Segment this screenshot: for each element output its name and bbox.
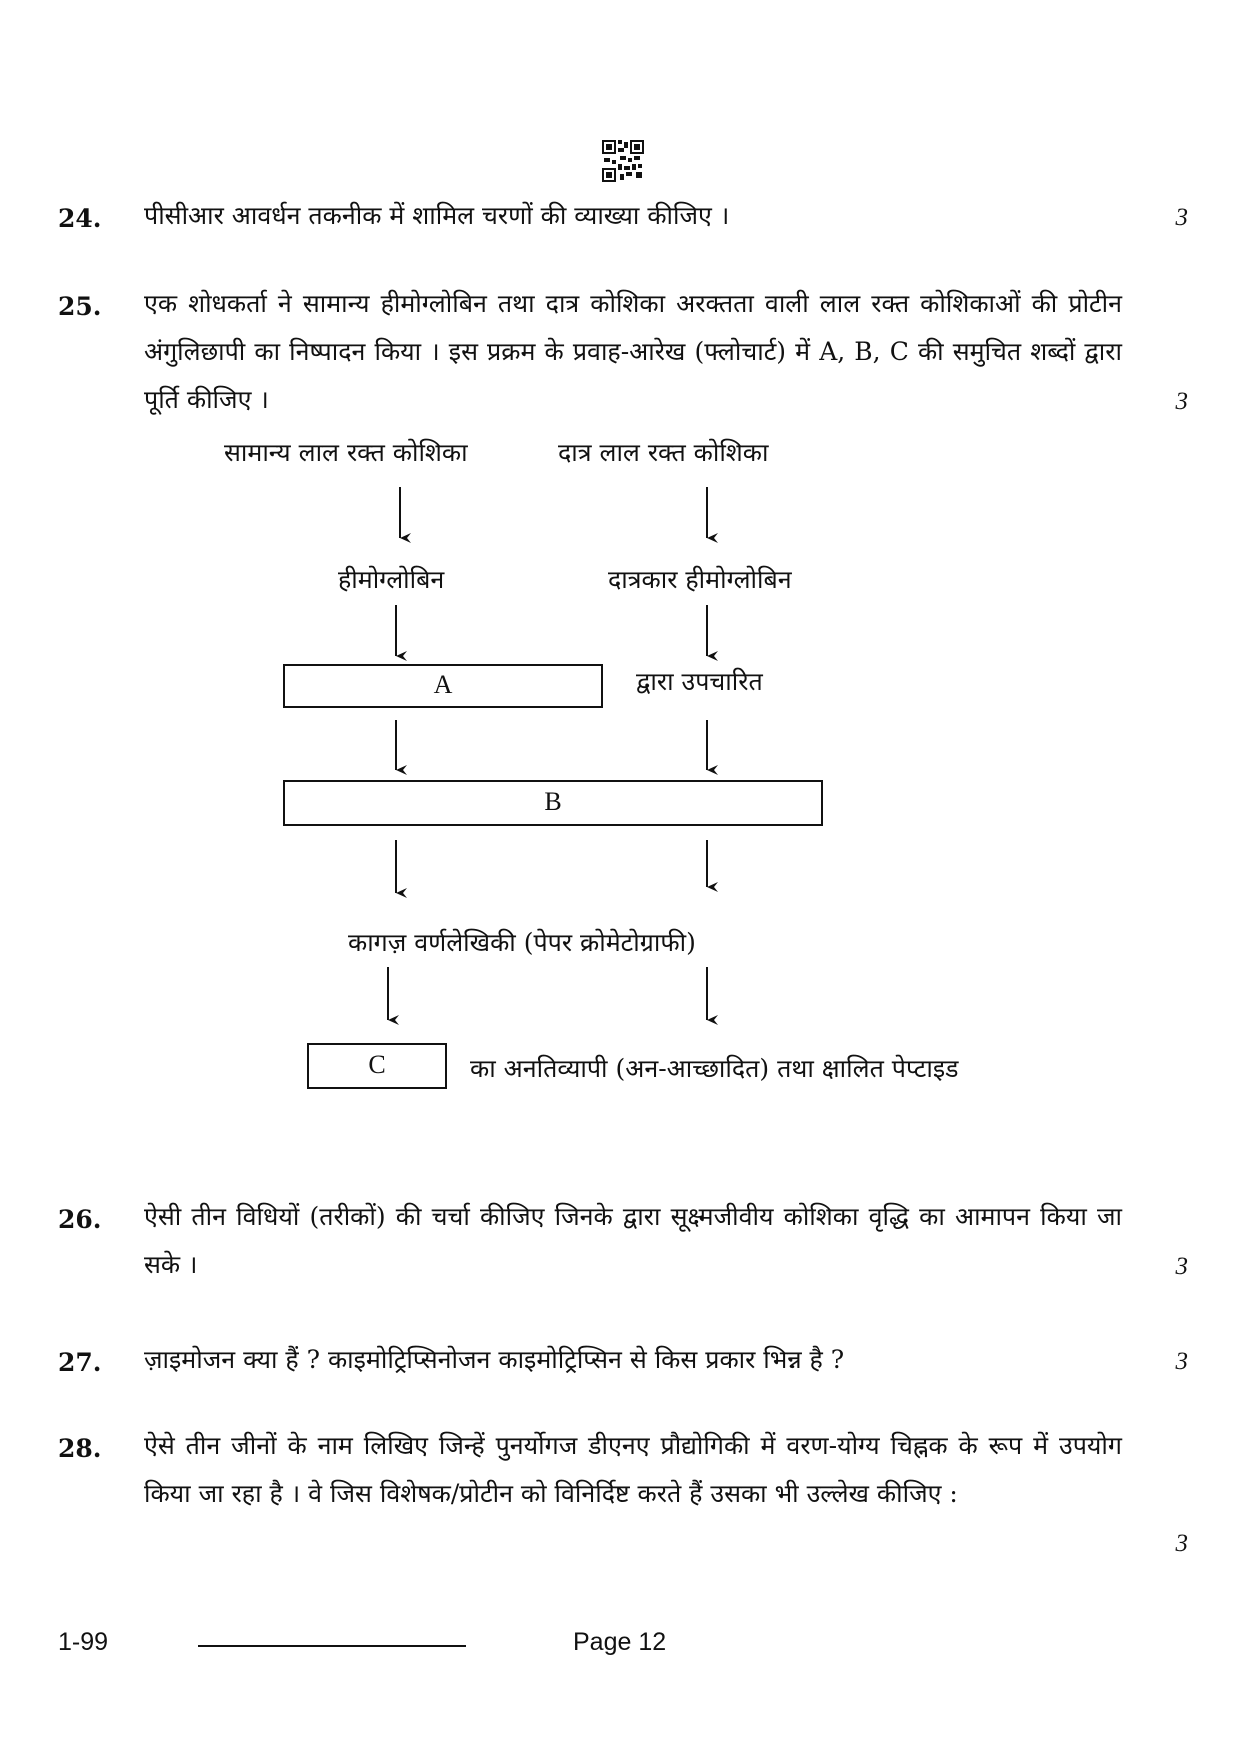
question-number: 25.	[58, 292, 102, 321]
label-sickle-rbc: दात्र लाल रक्त कोशिका	[558, 438, 769, 467]
label-paper-chromatography: कागज़ वर्णलेखिकी (पेपर क्रोमेटोग्राफी)	[348, 928, 696, 957]
question-text: ज़ाइमोजन क्या हैं ? काइमोट्रिप्सिनोजन काइमोट्रिप्सिन से किस प्रकार भिन्न है ?	[144, 1345, 845, 1374]
question-number: 28.	[58, 1434, 102, 1463]
question-marks: 3	[1175, 204, 1188, 231]
box-b: B	[283, 780, 823, 826]
page-number: Page 12	[573, 1628, 667, 1656]
question-text: ऐसी तीन विधियों (तरीकों) की चर्चा कीजिए जिनके द्वारा सूक्ष्मजीवीय कोशिका वृद्धि का आमापन किया जा सके ।	[144, 1202, 1122, 1279]
box-c: C	[307, 1043, 447, 1089]
question-number: 24.	[58, 204, 102, 233]
question-marks: 3	[1175, 388, 1188, 415]
box-a: A	[283, 664, 603, 708]
question-text: पीसीआर आवर्धन तकनीक में शामिल चरणों की व्याख्या कीजिए ।	[144, 201, 730, 230]
question-marks: 3	[1175, 1348, 1188, 1375]
question-number: 27.	[58, 1348, 102, 1377]
question-marks: 3	[1175, 1253, 1188, 1280]
question-number: 26.	[58, 1205, 102, 1234]
question-text: एक शोधकर्ता ने सामान्य हीमोग्लोबिन तथा दात्र कोशिका अरक्तता वाली लाल रक्त कोशिकाओं की प्रोटीन अंगुलिछापी का निष्पादन किया । इस प्रक्रम के प्रवाह-आरेख (फ्लोचार्ट) में A, B, C की समुचित शब्दों द्वारा पूर्ति कीजिए ।	[144, 289, 1122, 414]
label-hemoglobin: हीमोग्लोबिन	[338, 565, 445, 594]
question-marks: 3	[1175, 1530, 1188, 1557]
paper-code: 1-99	[58, 1628, 109, 1656]
label-sickle-hemoglobin: दात्रकार हीमोग्लोबिन	[608, 565, 792, 594]
question-text: ऐसे तीन जीनों के नाम लिखिए जिन्हें पुनर्योगज डीएनए प्रौद्योगिकी में वरण-योग्य चिह्नक के रूप में उपयोग किया जा रहा है । वे जिस विशेषक/प्रोटीन को विनिर्दिष्ट करते हैं उसका भी उल्लेख कीजिए :	[144, 1431, 1122, 1508]
footer-rule	[198, 1645, 466, 1647]
label-final-peptides: का अनतिव्यापी (अन-आच्छादित) तथा क्षालित पेप्टाइड	[470, 1054, 959, 1083]
label-normal-rbc: सामान्य लाल रक्त कोशिका	[224, 438, 468, 467]
label-treated-by: द्वारा उपचारित	[636, 667, 763, 696]
